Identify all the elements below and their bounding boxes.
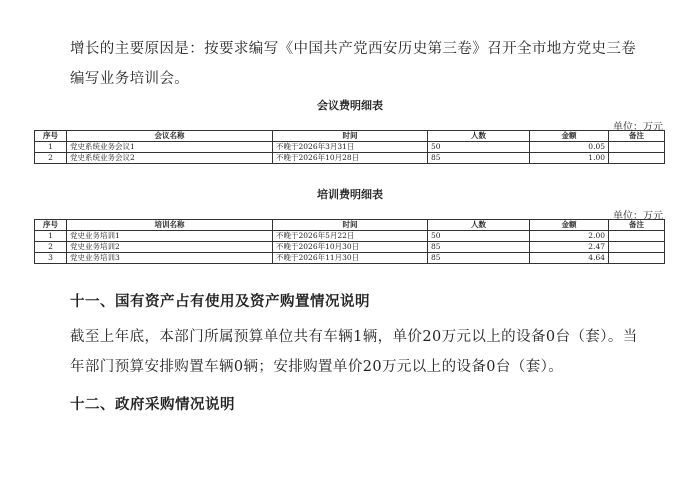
cell-index: 1 — [35, 231, 67, 242]
cell-time: 不晚于2026年10月30日 — [273, 242, 428, 253]
table-row — [35, 231, 665, 242]
intro-paragraph: 增长的主要原因是：按要求编写《中国共产党西安历史第三卷》召开全市地方党史三卷编写业务培训会。 — [70, 41, 637, 87]
cell-index: 2 — [35, 242, 67, 253]
section-12-heading: 十二、政府采购情况说明 — [70, 397, 235, 413]
header-time: 时间 — [273, 131, 428, 142]
cell-amount: 2.47 — [530, 242, 609, 253]
header-count: 人数 — [428, 131, 530, 142]
cell-count: 85 — [428, 153, 530, 164]
header-amount: 金额 — [530, 131, 609, 142]
cell-count: 50 — [428, 231, 530, 242]
cell-name: 党史业务培训3 — [67, 253, 273, 264]
cell-index: 3 — [35, 253, 67, 264]
header-name: 会议名称 — [67, 131, 273, 142]
cell-count: 50 — [428, 142, 530, 153]
cell-count: 85 — [428, 242, 530, 253]
header-time: 时间 — [273, 220, 428, 231]
cell-name: 党史系统业务会议2 — [67, 153, 273, 164]
cell-time: 不晚于2026年10月28日 — [273, 153, 428, 164]
training-unit-label: 单位：万元 — [613, 211, 663, 222]
cell-note — [609, 253, 665, 264]
cell-amount: 1.00 — [530, 153, 609, 164]
cell-name: 党史业务培训1 — [67, 231, 273, 242]
meeting-table-title: 会议费明细表 — [317, 99, 383, 112]
table-header-row — [35, 220, 665, 231]
cell-amount: 4.64 — [530, 253, 609, 264]
header-name: 培训名称 — [67, 220, 273, 231]
cell-index: 1 — [35, 142, 67, 153]
header-note: 备注 — [609, 220, 665, 231]
header-index: 序号 — [35, 220, 67, 231]
header-index: 序号 — [35, 131, 67, 142]
cell-note — [609, 153, 665, 164]
section-11-paragraph: 截至上年底，本部门所属预算单位共有车辆1辆，单价20万元以上的设备0台（套）。当年部门预算安排购置车辆0辆；安排购置单价20万元以上的设备0台（套）。 — [70, 329, 638, 375]
header-count: 人数 — [428, 220, 530, 231]
cell-name: 党史系统业务会议1 — [67, 142, 273, 153]
cell-amount: 0.05 — [530, 142, 609, 153]
cell-name: 党史业务培训2 — [67, 242, 273, 253]
cell-index: 2 — [35, 153, 67, 164]
cell-time: 不晚于2026年5月22日 — [273, 231, 428, 242]
cell-time: 不晚于2026年3月31日 — [273, 142, 428, 153]
table-row — [35, 242, 665, 253]
cell-note — [609, 142, 665, 153]
meeting-unit-label: 单位：万元 — [613, 122, 663, 133]
cell-count: 85 — [428, 253, 530, 264]
training-table-title: 培训费明细表 — [317, 188, 383, 201]
header-amount: 金额 — [530, 220, 609, 231]
table-row — [35, 153, 665, 164]
header-note: 备注 — [609, 131, 665, 142]
cell-amount: 2.00 — [530, 231, 609, 242]
training-fee-table — [34, 219, 665, 264]
table-row — [35, 253, 665, 264]
section-11-heading: 十一、国有资产占有使用及资产购置情况说明 — [70, 294, 370, 310]
cell-note — [609, 231, 665, 242]
table-row — [35, 142, 665, 153]
cell-time: 不晚于2026年11月30日 — [273, 253, 428, 264]
cell-note — [609, 242, 665, 253]
table-header-row — [35, 131, 665, 142]
meeting-fee-table — [34, 130, 665, 164]
